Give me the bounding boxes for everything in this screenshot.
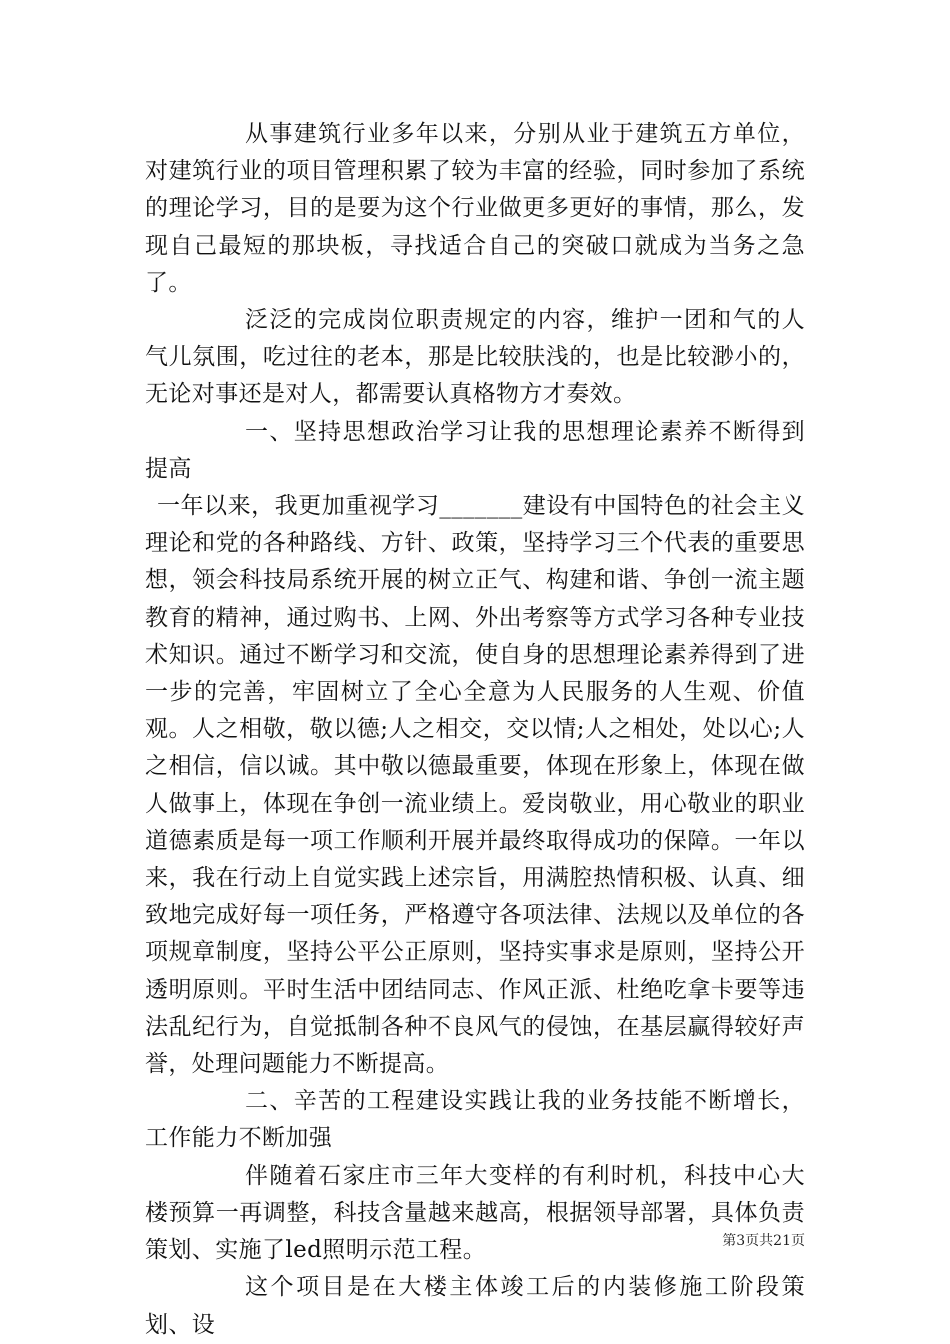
paragraph-led-project: 伴随着石家庄市三年大变样的有利时机，科技中心大楼预算一再调整，科技含量越来越高，根据领导部署，具体负责策划、实施了led照明示范工程。 (145, 1162, 805, 1264)
paragraph-project-phase: 这个项目是在大楼主体竣工后的内装修施工阶段策划、设 (145, 1274, 805, 1338)
page-number-footer: 第3页共21页 (722, 1233, 805, 1249)
section-heading-2: 二、辛苦的工程建设实践让我的业务技能不断增长，工作能力不断加强 (145, 1088, 805, 1152)
paragraph-political-study: 一年以来，我更加重视学习_______建设有中国特色的社会主义理论和党的各种路线、方针、政策，坚持学习三个代表的重要思想，领会科技局系统开展的树立正气、构建和谐、争创一流主题教育的精神，通过购书、上网、外出考察等方式学习各种专业技术知识。通过不断学习和交流，使自身的思想理论素养得到了进一步的完善，牢固树立了全心全意为人民服务的人生观、价值观。人之相敬，敬以德;人之相交，交以情;人之相处，处以心;人之相信，信以诚。其中敬以德最重要，体现在形象上，体现在做人做事上，体现在争创一流业绩上。爱岗敬业，用心敬业的职业道德素质是每一项工作顺利开展并最终取得成功的保障。一年以来，我在行动上自觉实践上述宗旨，用满腔热情积极、认真、细致地完成好每一项任务，严格遵守各项法律、法规以及单位的各项规章制度，坚持公平公正原则，坚持实事求是原则，坚持公开透明原则。平时生活中团结同志、作风正派、杜绝吃拿卡要等违法乱纪行为，自觉抵制各种不良风气的侵蚀，在基层赢得较好声誉，处理问题能力不断提高。 (145, 493, 805, 1078)
section-heading-1: 一、坚持思想政治学习让我的思想理论素养不断得到提高 (145, 418, 805, 482)
paragraph-intro-experience: 从事建筑行业多年以来，分别从业于建筑五方单位，对建筑行业的项目管理积累了较为丰富的经验，同时参加了系统的理论学习，目的是要为这个行业做更多更好的事情，那么，发现自己最短的那块板，寻找适合自己的突破口就成为当务之急了。 (145, 121, 805, 296)
paragraph-job-duties: 泛泛的完成岗位职责规定的内容，维护一团和气的人气儿氛围，吃过往的老本，那是比较肤浅的，也是比较渺小的，无论对事还是对人，都需要认真格物方才奏效。 (145, 307, 805, 408)
document-body (145, 116, 805, 1344)
